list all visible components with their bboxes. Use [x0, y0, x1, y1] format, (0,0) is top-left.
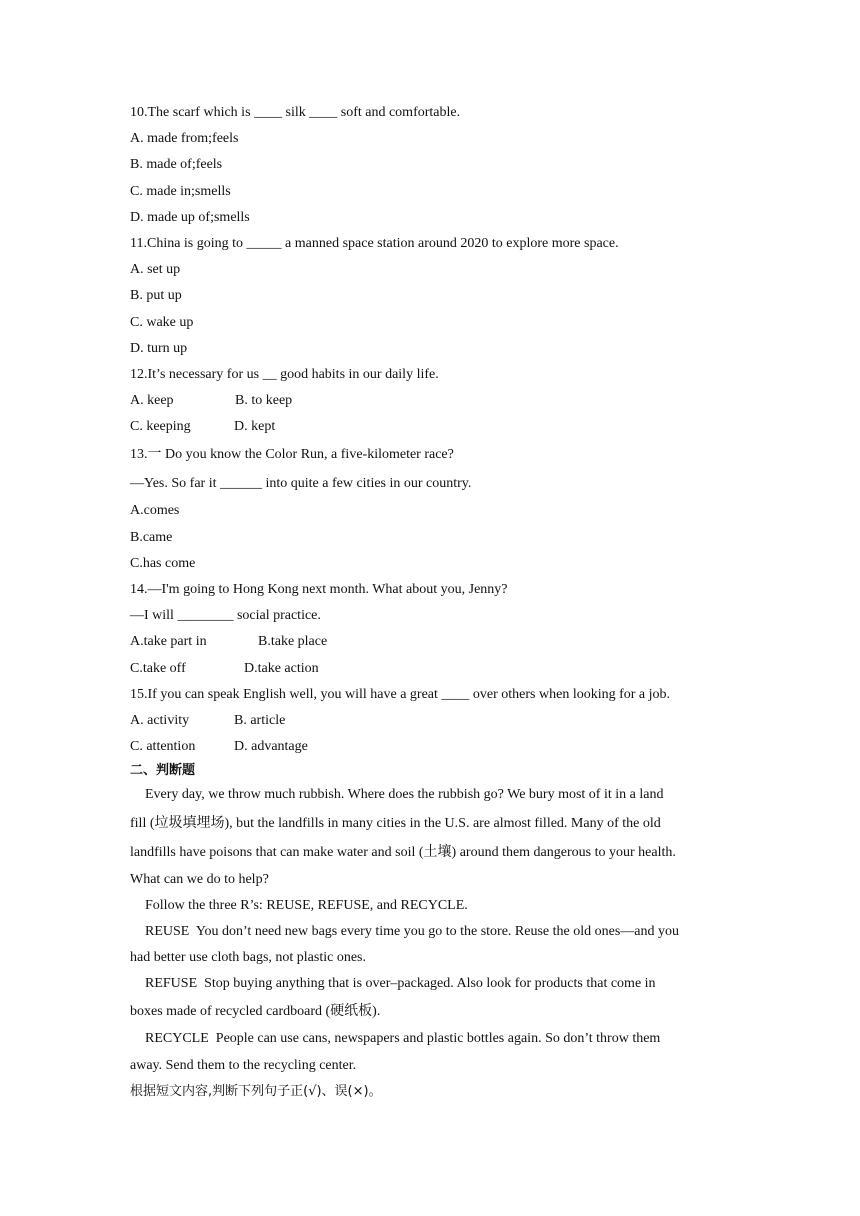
question-13-stem [130, 440, 730, 469]
question-12-option-b: B. to keep [235, 393, 293, 409]
question-10-option-b: B. made of;feels [130, 157, 223, 173]
passage-p1-line-1: Every day, we throw much rubbish. Where does the rubbish go? We bury most of it in a land [145, 787, 664, 803]
question-15-option-a: A. activity [130, 712, 190, 728]
question-15-options-row-2 [130, 734, 730, 760]
question-13-stem-2: —Yes. So far it ______ into quite a few cities in our country. [130, 476, 472, 492]
reading-passage [130, 782, 730, 1105]
passage-p2: Follow the three R’s: REUSE, REFUSE, and RECYCLE. [145, 897, 468, 913]
question-15-option-c: C. attention [130, 739, 196, 755]
question-11-option-b: B. put up [130, 288, 182, 304]
section-2-title: 二、判断题 [130, 763, 196, 779]
question-13-option-c: C.has come [130, 555, 196, 571]
passage-p3-line-2: had better use cloth bags, not plastic ones. [130, 950, 366, 966]
question-13-option-a: A.comes [130, 503, 180, 519]
question-10-option-a: A. made from;feels [130, 131, 239, 147]
question-11-option-a: A. set up [130, 262, 181, 278]
question-13-option-b: B.came [130, 529, 173, 545]
question-15-option-d: D. advantage [234, 739, 308, 755]
question-14-stem: 14.—I'm going to Hong Kong next month. What about you, Jenny? [130, 582, 508, 597]
question-10-option-c: C. made in;smells [130, 183, 231, 199]
question-13-stem-text: 13.一 Do you know the Color Run, a five-kilometer race? [130, 447, 454, 463]
passage-p1-line-4: What can we do to help? [130, 871, 269, 887]
passage-p4-line-1: REFUSE Stop buying anything that is over–packaged. Also look for products that come in [145, 976, 656, 992]
question-12-stem: 12.It’s necessary for us __ good habits in our daily life. [130, 366, 439, 382]
passage-instruction: 根据短文内容,判断下列句子正(√)、误(×)。 [130, 1083, 382, 1099]
question-14-option-c: C.take off [130, 660, 186, 676]
question-12-options-row-1 [130, 388, 730, 414]
question-12-option-c: C. keeping [130, 419, 191, 435]
question-15-stem: 15.If you can speak English well, you will have a great ____ over others when looking for a job. [130, 686, 671, 702]
passage-p3-line-1: REUSE You don’t need new bags every time you go to the store. Reuse the old ones—and you [145, 923, 680, 939]
question-14-options-row-1 [130, 629, 730, 655]
passage-p1-line-3: landfills have poisons that can make water and soil (土壤) around them dangerous to your health. [130, 844, 676, 860]
question-12-options-row-2 [130, 414, 730, 440]
question-15-option-b: B. article [234, 712, 286, 728]
question-11-option-d: D. turn up [130, 340, 188, 356]
question-10-option-d: D. made up of;smells [130, 209, 250, 225]
question-14-option-d: D.take action [244, 660, 319, 676]
passage-p1-line-2: fill (垃圾填埋场), but the landfills in many cities in the U.S. are almost filled. Many of the old [130, 815, 661, 831]
passage-p5-line-2: away. Send them to the recycling center. [130, 1057, 357, 1073]
passage-p4-line-2: boxes made of recycled cardboard (硬纸板). [130, 1004, 381, 1020]
question-14-option-b: B.take place [258, 634, 328, 650]
question-12-option-a: A. keep [130, 393, 174, 409]
question-12-option-d: D. kept [234, 419, 276, 435]
question-14-stem-2: —I will ________ social practice. [130, 608, 321, 624]
question-11-stem: 11.China is going to _____ a manned space station around 2020 to explore more space. [130, 235, 619, 251]
question-14-options-row-2 [130, 656, 730, 682]
passage-p5-line-1: RECYCLE People can use cans, newspapers and plastic bottles again. So don’t throw them [145, 1031, 661, 1047]
question-14-option-a: A.take part in [130, 634, 207, 650]
question-15-options-row-1 [130, 708, 730, 734]
document-page [130, 100, 730, 1105]
question-10-stem: 10.The scarf which is ____ silk ____ soft and comfortable. [130, 105, 461, 120]
question-11-option-c: C. wake up [130, 314, 194, 330]
